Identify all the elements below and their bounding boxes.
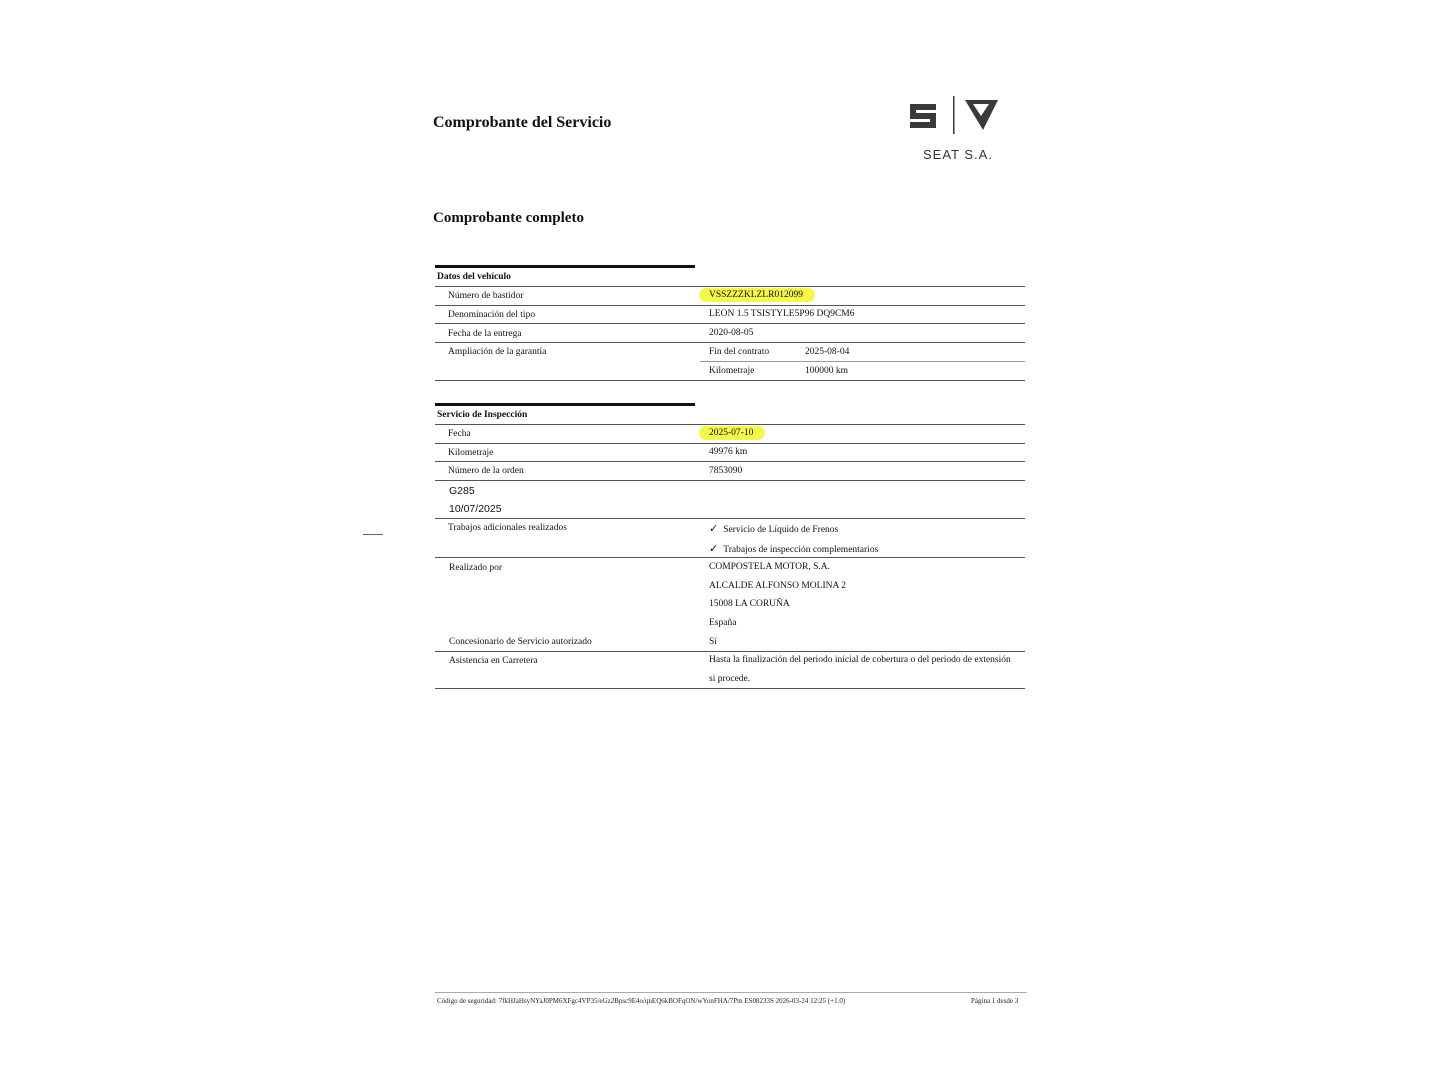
warranty-label: Ampliación de la garantía	[448, 347, 547, 357]
divider	[700, 361, 1025, 362]
inspection-km-value: 49976 km	[709, 447, 748, 457]
divider	[435, 557, 1025, 558]
divider	[435, 342, 1025, 343]
roadside-value-line1: Hasta la finalización del periodo inicial de cobertura o del periodo de extensión	[709, 655, 1011, 665]
vin-value: VSSZZZKLZLR012099	[699, 288, 815, 302]
type-label: Denominación del tipo	[448, 310, 536, 320]
inspection-section-title: Servicio de Inspección	[437, 410, 528, 420]
authorized-value: Sí	[709, 637, 717, 647]
performed-by-label: Realizado por	[449, 563, 503, 573]
order-label: Número de la orden	[448, 466, 524, 476]
note-date: 10/07/2025	[449, 503, 502, 515]
divider	[435, 443, 1025, 444]
security-code: Código de seguridad: 7fkHJaHsyNYaJ0PM6XFgc4VP35/eGz2Bpsc9E4o/qnEQ6kBOFqON/wYonFHA/7Pm ES08233S 2026-03-24 12:25 (+1.0)	[437, 997, 846, 1005]
footer-divider	[435, 992, 1027, 993]
section-bar	[435, 265, 695, 268]
inspection-date-label: Fecha	[448, 429, 471, 439]
authorized-label: Concesionario de Servicio autorizado	[449, 637, 592, 647]
checkmark-icon: ✓	[709, 522, 719, 535]
extra-work-item: ✓ Trabajos de inspección complementarios	[709, 542, 879, 555]
vehicle-section-title: Datos del vehículo	[437, 272, 511, 282]
mileage-label: Kilometraje	[709, 366, 755, 376]
document-subtitle: Comprobante completo	[433, 210, 584, 226]
divider	[435, 651, 1025, 652]
order-value: 7853090	[709, 466, 743, 476]
margin-mark	[363, 534, 383, 535]
divider	[435, 480, 1025, 481]
note-code: G285	[449, 485, 475, 497]
dealer-country: España	[709, 618, 737, 628]
divider	[435, 305, 1025, 306]
divider	[435, 286, 1025, 287]
delivery-label: Fecha de la entrega	[448, 329, 522, 339]
contract-end-value: 2025-08-04	[805, 347, 850, 357]
inspection-km-label: Kilometraje	[448, 448, 494, 458]
dealer-name: COMPOSTELA MOTOR, S.A.	[709, 562, 830, 572]
divider	[435, 424, 1025, 425]
dealer-city: 15008 LA CORUÑA	[709, 599, 790, 609]
divider	[435, 461, 1025, 462]
divider	[435, 380, 1025, 381]
divider	[435, 323, 1025, 324]
document-title: Comprobante del Servicio	[433, 114, 612, 131]
mileage-value: 100000 km	[805, 366, 849, 376]
divider	[435, 518, 1025, 519]
delivery-value: 2020-08-05	[709, 328, 754, 338]
logo-text: SEAT S.A.	[923, 147, 993, 162]
contract-end-label: Fin del contrato	[709, 347, 770, 357]
checkmark-icon: ✓	[709, 542, 719, 555]
divider	[435, 688, 1025, 689]
section-bar	[435, 403, 695, 406]
extra-works-label: Trabajos adicionales realizados	[448, 523, 567, 533]
extra-work-item: ✓ Servicio de Líquido de Frenos	[709, 522, 839, 535]
page-number: Página 1 desde 3	[971, 997, 1019, 1005]
roadside-value-line2: si procede.	[709, 674, 751, 684]
type-value: LEON 1.5 TSISTYLE5P96 DQ9CM6	[709, 309, 855, 319]
dealer-street: ALCALDE ALFONSO MOLINA 2	[709, 581, 846, 591]
inspection-date-value: 2025-07-10	[699, 426, 765, 440]
roadside-label: Asistencia en Carretera	[449, 656, 538, 666]
vin-label: Número de bastidor	[448, 291, 524, 301]
